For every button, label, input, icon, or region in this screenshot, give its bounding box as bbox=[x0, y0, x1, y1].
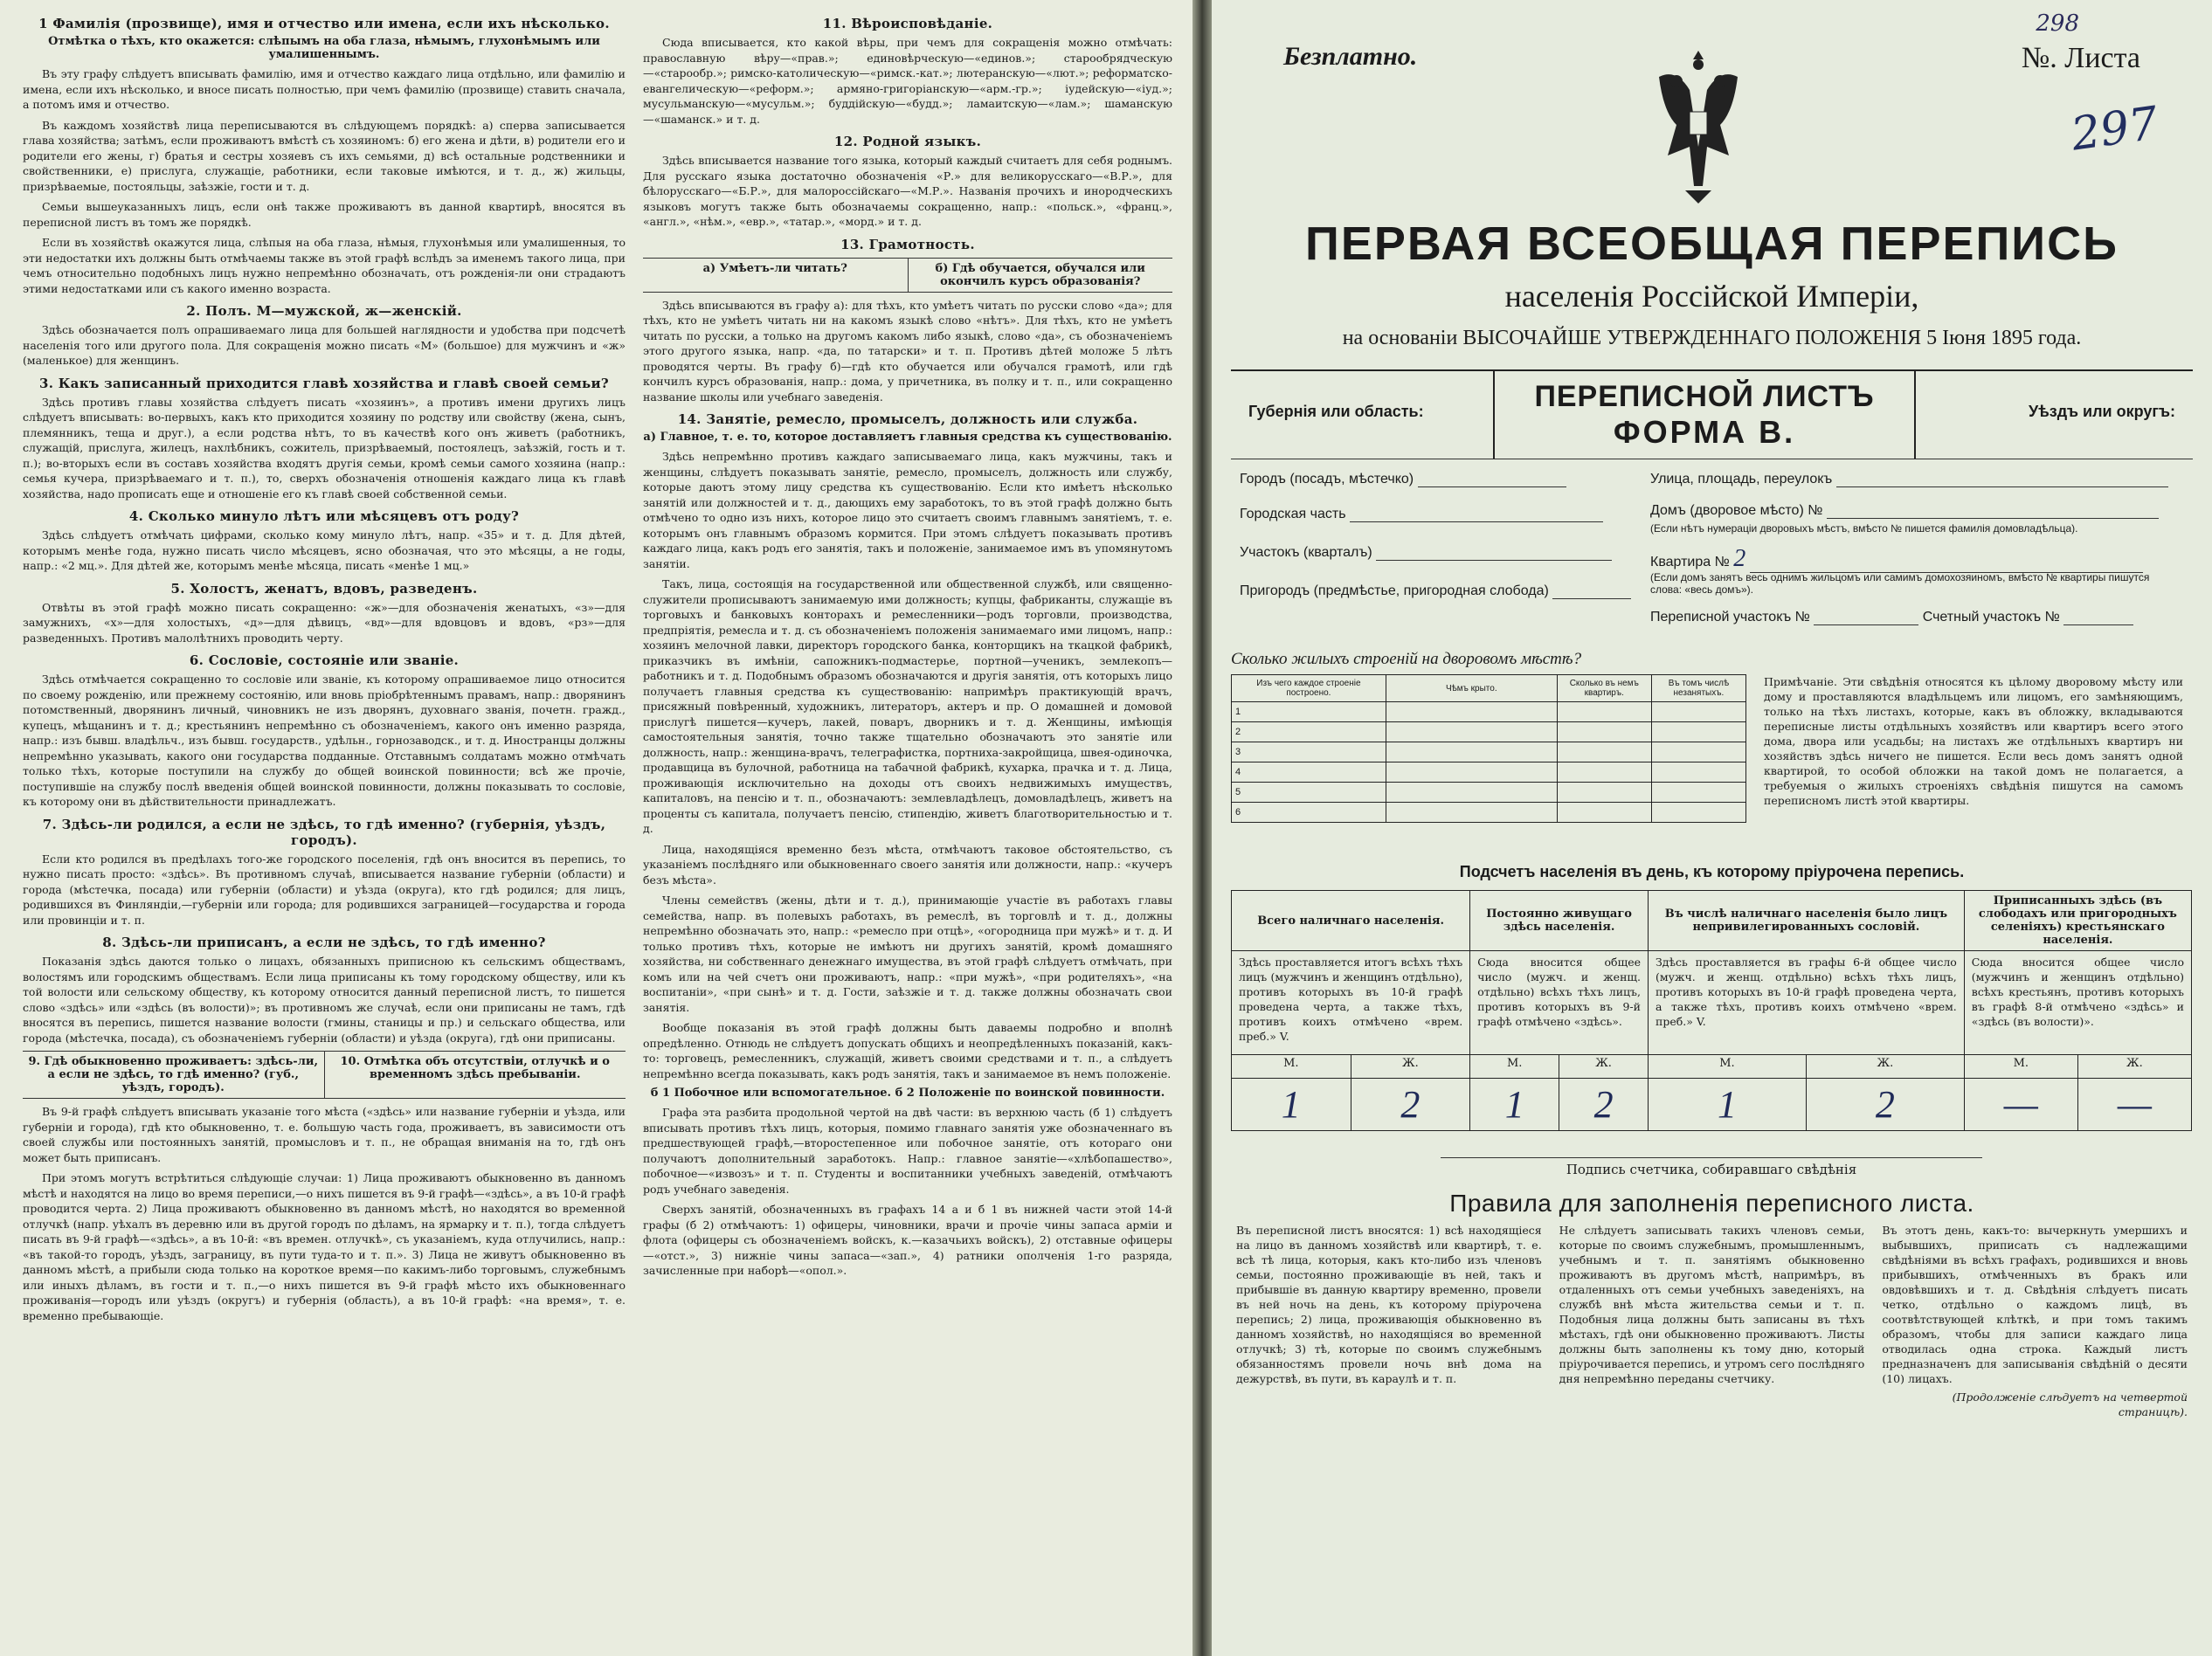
row-number: 2 bbox=[1232, 722, 1386, 742]
q13-heading: 13. Грамотность. bbox=[840, 236, 975, 252]
form-title: ПЕРЕПИСНОЙ ЛИСТЪ bbox=[1534, 380, 1875, 413]
q9-para-2: При этомъ могутъ встрѣтиться слѣдующiе случаи: 1) Лица проживаютъ обыкновенно въ данномъ мѣстѣ и находятся на лицо во время переписи,—о нихъ пишется въ 9-й графѣ—«здѣсь», а въ 10-й графѣ проводится черта. 2) Лица проживаютъ обыкновенно въ данномъ мѣстѣ, но находятся во временной отлучкѣ (напр. уѣхалъ въ деревню или въ другой городъ по дѣламъ, на ярмарку и т. п.), тогда слѣдуетъ писать въ 9-й графѣ—«здѣсь», а въ 10-й: «въ времен. отлучкѣ», съ указанiемъ, куда отлучились, напр.: «въ такой-то городъ, уѣздъ, заграницу, въ пути туда-то и т. п.». 3) Лица не живутъ обыкновенно въ данномъ мѣстѣ, а прибыли сюда только на короткое время—по какимъ-либо торговымъ, служебнымъ или иныхъ дѣламъ, въ гости и т. п.,—о нихъ пишется въ 9-й графѣ мѣсто ихъ обыкновеннаго проживанiя—городъ или уѣздъ (округъ) и губернiя (область), а въ 10-й графѣ: «на время», т. е. временно пребывающiе. bbox=[23, 1171, 626, 1322]
apartments-cell[interactable] bbox=[1557, 722, 1651, 742]
apartments-cell[interactable] bbox=[1557, 803, 1651, 823]
q6-para-1: Здѣсь отмѣчается сокращенно то сословiе или званiе, къ которому опрашиваемое лицо относится по своему рожденiю, или прежнему состоянiю, или вновь прiобрѣтеннымъ правамъ, напр.: дворянинъ потомственный, дворянинъ личный, чиновникъ не изъ дворянъ, духовнаго званiя, почетн. гражд., купецъ, мѣщанинъ и т. д.; крестьянинъ непремѣнно съ обозначенiемъ, какого онъ именно разряда, напр.: изъ бывш. владѣльч., изъ бывш. государств., удѣльн., горнозаводск., и т. д. Иностранцы должны непремѣнно указывать, какого они государства подданные. Отставнымъ солдатамъ можно отмѣчать только тѣхъ, которые поступили на службу до общей воинской повинности; всѣ же прочiе, поступившiе на службу послѣ введенiя общей воинской повинности, должны показывать то сословiе, къ которому они въ дѣйствительности принадлежатъ. bbox=[23, 673, 626, 808]
apartment-label: Квартира № bbox=[1650, 555, 1730, 569]
apartment-note: (Если домъ занятъ весь однимъ жильцомъ или самимъ домохозяиномъ, вмѣсто № квартиры пишутся слова: «весь домъ»). bbox=[1650, 571, 2150, 596]
buildings-col-roof: Чѣмъ крыто. bbox=[1386, 675, 1557, 702]
q1-heading: 1 Фамилiя (прозвище), имя и отчество или имена, если ихъ нѣсколько. bbox=[38, 16, 610, 31]
q14-para-4: Члены семействъ (жены, дѣти и т. д.), принимающiе участiе въ работахъ главы семейства, напр. въ полевыхъ работахъ, въ ремеслѣ, въ торговлѣ и т. д., должны непремѣнно обозначать это, напр.: «ремесло при отцѣ», «огородница при мужѣ» и т. д. И только противъ тѣхъ, которые не имѣютъ ни другихъ занятiй, кромѣ домашняго хозяйства, ни собственнаго денежнаго имущества, въ этой графѣ слѣдуетъ отмѣчать, при комъ или на чей счетъ они проживаютъ, напр.: «при мужѣ», «при родителяхъ», «на воспитанiи», «при сынѣ» и т. д. Гости, заѣзжiе и т. д. также должны обозначать свои занятiя. bbox=[643, 894, 1172, 1014]
row-number: 5 bbox=[1232, 783, 1386, 803]
q4-heading: 4. Сколько минуло лѣтъ или мѣсяцевъ отъ роду? bbox=[128, 508, 520, 524]
apartment-field bbox=[1650, 545, 2143, 573]
form-title-box bbox=[1493, 371, 1916, 459]
male-label: М. bbox=[1649, 1055, 1807, 1079]
vacant-cell[interactable] bbox=[1651, 762, 1745, 783]
q13a-heading: а) Умѣетъ-ли читать? bbox=[702, 261, 847, 275]
q11-para-1: Сюда вписывается, кто какой вѣры, при чемъ для сокращенiя можно отмѣчать: православную вѣру—«прав.»; единовѣрческую—«единов.»; старообрядческую—«старообр.»; римско-католическую—«римск.-кат.»; лютеранскую—«лют.»; реформатско-евангелическую—«реформ.»; армяно-григорiанскую—«арм.-гр.»; iудейскую—«iуд.»; мусульманскую—«мусульм.»; буддiйскую—«будд.»; ламаитскую—«лам.»; шаманскую—«шаманск.» и т. д. bbox=[643, 36, 1172, 126]
row-number: 1 bbox=[1232, 702, 1386, 722]
table-row bbox=[1232, 783, 1746, 803]
q6-heading: 6. Сословiе, состоянiе или званiе. bbox=[189, 652, 460, 668]
q1-para-4: Если въ хозяйствѣ окажутся лица, слѣпыя на оба глаза, нѣмыя, глухонѣмыя или умалишенныя, то эти недостатки ихъ должны быть отмѣчаемы также въ этой графѣ вслѣдъ за именемъ такого лица, при чемъ относительно подобныхъ лицъ нужно непремѣнно обозначать, отъ рожденiя-ли они страдаютъ этими недостатками или съ какого именно возраста. bbox=[23, 236, 626, 295]
precinct-field bbox=[1240, 545, 1612, 561]
main-title: ПЕРВАЯ ВСЕОБЩАЯ ПЕРЕПИСЬ bbox=[1305, 217, 2119, 270]
q14-heading: 14. Занятiе, ремесло, промыселъ, должность или служба. bbox=[677, 411, 1138, 427]
roof-cell[interactable] bbox=[1386, 742, 1557, 762]
counting-section-label: Счетный участокъ № bbox=[1922, 610, 2060, 624]
city-part-field bbox=[1240, 507, 1603, 522]
double-headed-eagle-icon bbox=[1642, 42, 1755, 208]
count-desc-present: Здѣсь проставляется итогъ всѣхъ тѣхъ лицъ (мужчинъ и женщинъ отдѣльно), противъ которыхъ въ 10-й графѣ проведена черта, а также тѣхъ, противъ коихъ отмѣчено «врем. преб.» V. bbox=[1232, 951, 1470, 1055]
q13b-heading: б) Гдѣ обучается, обучался или окончилъ курсъ образованiя? bbox=[908, 259, 1173, 292]
sub-title: населенiя Россiйской Имперiи, bbox=[1504, 279, 1919, 314]
rules-column-3 bbox=[1882, 1223, 2188, 1419]
q8-para-1: Показанiя здѣсь даются только о лицахъ, обязанныхъ приписною къ сельскимъ обществамъ, волостямъ или городскимъ обществамъ. Если лица приписаны къ тому городскому обществу, или къ той волости или сельскому обществу, къ которому относится данный переписной листъ, то пишется слово «здѣсь» или «здѣсь (въ волости)»; въ противномъ же случаѣ, если они приписаны не тамъ, гдѣ вносятся въ перепись, пишется название волости (гмины, станицы и пр.) и сельскаго общества, или города (мѣстечка, посада), съ обозначенiемъ губернiи (области) и уѣзда (округа), гдѣ они приписаны. bbox=[23, 955, 626, 1045]
count-header-permanent: Постоянно живущаго здѣсь населенiя. bbox=[1470, 891, 1649, 951]
uezd-label: Уѣздъ или округъ: bbox=[2028, 403, 2175, 420]
suburb-label: Пригородъ (предмѣстье, пригородная слобода) bbox=[1240, 583, 1549, 598]
peasants-male-value[interactable]: — bbox=[1964, 1079, 2077, 1131]
q12-heading: 12. Родной языкъ. bbox=[833, 134, 982, 149]
row-number: 6 bbox=[1232, 803, 1386, 823]
book-spine bbox=[1192, 0, 1212, 1656]
q14-para-5: Вообще показанiя въ этой графѣ должны быть даваемы подробно и вполнѣ опредѣленно. Отнюдь не слѣдуетъ допускать общихъ и неопредѣленныхъ показанiй, какъ-то: торговецъ, ремесленникъ, служащiй, живетъ своими средствами и т. п., а слѣдуетъ непремѣнно всегда показывать, какъ родъ занятiя, такъ и занимаемое въ немъ положенiе. bbox=[643, 1021, 1172, 1080]
street-label: Улица, площадь, переулокъ bbox=[1650, 472, 1833, 486]
city-field bbox=[1240, 472, 1566, 487]
q1-subheading: Отмѣтка о тѣхъ, кто окажется: слѣпымъ на оба глаза, нѣмымъ, глухонѣмымъ или умалишеннымъ. bbox=[48, 35, 600, 61]
vacant-cell[interactable] bbox=[1651, 783, 1745, 803]
apartment-value: 2 bbox=[1733, 545, 1746, 572]
present-male-value[interactable]: 1 bbox=[1232, 1079, 1351, 1131]
q1-para-1: Въ эту графу слѣдуетъ вписывать фамилiю, имя и отчество каждаго лица отдѣльно, или фамилiю и имена, если ихъ нѣсколько, и вносе писать полностью, при чемъ фамилiю (прозвище) ставить сначала, а потомъ имя и отчество. bbox=[23, 67, 626, 111]
q14-para-6: Графа эта разбита продольной чертой на двѣ части: въ верхнюю часть (б 1) слѣдуетъ вписывать противъ тѣхъ лицъ, которыя, помимо главнаго занятiя уже обозначеннаго въ предшествующей графѣ,—второстепенное или побочное занятiе, отъ котораго они получаютъ дополнительный заработокъ. Напр.: главное занятiе—«хлѣбопашество», побочное—«извозъ» и т. п. Студенты и воспитанники учебныхъ заведенiй, отмѣчаютъ родъ учебнаго заведенiя. bbox=[643, 1106, 1172, 1196]
q9-heading: 9. Гдѣ обыкновенно проживаетъ: здѣсь-ли, а если не здѣсь, то гдѣ именно? (губ., уѣздъ, городъ). bbox=[28, 1055, 319, 1094]
q14-para-7: Сверхъ занятiй, обозначенныхъ въ графахъ 14 а и б 1 въ нижней части этой 14-й графы (б 2) отмѣчаютъ: 1) офицеры, чиновники, врачи и прочiе чины запаса армiи и флота (офицеры съ обозначенiемъ войскъ, к.—казачьихъ войскъ), 2) отставные офицеры—«отст.», 3) нижніе чины запаса—«зап.», 4) ратники ополченiя 1-го разряда, зачисленные при наборѣ—«опол.». bbox=[643, 1203, 1172, 1277]
q2-heading: 2. Полъ. М—мужской, ж—женскiй. bbox=[186, 303, 462, 319]
q5-heading: 5. Холостъ, женатъ, вдовъ, разведенъ. bbox=[170, 580, 478, 597]
population-count-table bbox=[1231, 890, 2192, 1131]
instructions-column-left bbox=[23, 9, 626, 1328]
q1-para-3: Семьи вышеуказанныхъ лицъ, если онѣ также проживаютъ въ данной квартирѣ, вносятся въ переписной листъ въ томъ же порядкѣ. bbox=[23, 200, 626, 229]
table-row bbox=[1232, 702, 1746, 722]
roof-cell[interactable] bbox=[1386, 722, 1557, 742]
decree-line: на основанiи ВЫСОЧАЙШЕ УТВЕРЖДЕННАГО ПОЛОЖЕНIЯ 5 Iюня 1895 года. bbox=[1342, 327, 2082, 349]
q8-heading: 8. Здѣсь-ли приписанъ, а если не здѣсь, то гдѣ именно? bbox=[102, 935, 546, 950]
house-label: Домъ (дворовое мѣсто) № bbox=[1650, 503, 1823, 518]
q11-heading: 11. Вѣроисповѣданiе. bbox=[822, 16, 993, 31]
apartments-cell[interactable] bbox=[1557, 702, 1651, 722]
q7-para-1: Если кто родился въ предѣлахъ того-же городского поселенiя, гдѣ онъ вносится въ перепись, то нужно писать просто: «здѣсь». Въ противномъ случаѣ, вписывается название губернiи (области) и города (мѣстечка, посада) или губернiи (области) и уѣзда (округа), кто гдѣ родился; для лицъ, родившихся въ Финляндiи,—губернiи или города; для родившихся заграницей—государства и города или провинцiи и т. п. bbox=[23, 852, 626, 927]
q14-para-2: Такъ, лица, состоящiя на государственной или общественной службѣ, или священно-служители прописываютъ занимаемую ими должность; купцы, фабриканты, служащiе въ торговыхъ и банковыхъ конторахъ и ремесленники—родъ торговли, производства, предпрiятiя, ремесла и т. д. съ обозначенiемъ положенiя занимаемаго ими лицомъ, напр.: хозяинъ мелочной лавки, директоръ городского банка, конторщикъ на ткацкой фабрикѣ, приказчикъ въ имѣнiи, сапожникъ-подмастерье, портной—ученикъ, землекопъ—работникъ и т. д. Подобнымъ образомъ обозначаются и другiя занятiя, отъ которыхъ лицо получаетъ главныя средства къ существованiю: напримѣръ практикующiй врачъ, присяжный повѣренный, художникъ, литераторъ, актеръ и пр. О домашней и домовой прислугѣ пишется—кучеръ, лакей, поваръ, дворникъ и т. д. Женщины, имѣющiя самостоятельныя занятiя, точно также тщательно обозначаютъ это занятiе или должность, напр.: женщина-врачъ, телеграфистка, портниха-закройщица, швея-одиночка, продавщица въ булочной, работница на табачной фабрикѣ, кухарка, прачка и т. д. Лица, проживающiя исключительно на доходы отъ своихъ недвижимыхъ имуществъ, капиталовъ, на пенсiю и т. п., обозначаютъ: землевладѣлецъ, домовладѣлецъ, живетъ на проценты съ капитала, получаетъ пенсiю, стипендiю, живетъ благотворительностью и т. д. bbox=[643, 577, 1172, 835]
apartments-cell[interactable] bbox=[1557, 742, 1651, 762]
city-label: Городъ (посадъ, мѣстечко) bbox=[1240, 472, 1414, 486]
count-header-present: Всего наличнаго населенiя. bbox=[1232, 891, 1470, 951]
census-form-page bbox=[1212, 0, 2212, 1656]
q3-para-1: Здѣсь противъ главы хозяйства слѣдуетъ писать «хозяинъ», а противъ имени другихъ лицъ слѣдуетъ вписывать: во-первыхъ, какъ кто приходится хозяину по родству или свойству (жена, сынъ, племянникъ, теща и друг.), а если родства нѣтъ, то въ качествѣ кого онъ живетъ (работникъ, служащiй, прислуга, жилецъ, нахлѣбникъ, сожитель, призрѣваемый, постоялецъ, заѣзжiй, гость и т. п.); во-вторыхъ если въ составъ хозяйства входятъ другiя семьи, кромѣ семьи самого хозяина (напр.: семья кучера, призрѣваемаго и т. п.), то, сверхъ обозначенiя отношенiя каждаго лица къ главѣ хозяйства, надо прописать еще и отношенiе его къ главѣ своей собственной семьи. bbox=[23, 395, 626, 500]
count-header-row bbox=[1232, 891, 2192, 951]
permanent-male-value[interactable]: 1 bbox=[1470, 1079, 1559, 1131]
rules-column-1: Въ переписной листъ вносятся: 1) всѣ находящiеся на лицо въ данномъ хозяйствѣ или квартирѣ, т. е. всѣ тѣ лица, которыя, какъ кто-либо изъ членовъ семьи, постоянно проживающiе въ ней, такъ и прибывшiе въ данную квартиру временно, провели въ ней ночь на день, къ которому прiурочена перепись; 2) лица, проживающiя обыкновенно въ данномъ хозяйствѣ, но находящiяся во временной отлучкѣ; 3) тѣ, которые по своимъ служебнымъ обязанностямъ провели ночь внѣ дома на дежурствѣ, въ пути, въ караулѣ и т. п. bbox=[1236, 1224, 1542, 1385]
rules-title: Правила для заполненiя переписного листа. bbox=[1449, 1190, 1974, 1217]
rules-column-3-text: Въ этотъ день, какъ-то: вычеркнуть умершихъ и выбывшихъ, приписать съ надлежащими свѣдѣнiями въ всѣхъ графахъ, родившихся и вновь прибывшихъ, отмѣченныхъ въ бракъ или овдовѣвшихъ и т. д. Свѣдѣнiя слѣдуетъ писать четко, отдѣльно о каждомъ лицѣ, въ соотвѣтствующей клѣткѣ, и при томъ такимъ образомъ, чтобы для записи каждаго лица отводилась одна строка. Каждый листъ предназначенъ для записыванiя свѣдѣнiй о десяти (10) лицахъ. bbox=[1882, 1224, 2188, 1385]
q5-para-1: Отвѣты въ этой графѣ можно писать сокращенно: «ж»—для обозначенiя женатыхъ, «з»—для замужнихъ, «х»—для холостыхъ, «д»—для дѣвицъ, «вд»—для вдовцовъ и вдовъ, «рз»—для разведенныхъ. Противъ малолѣтнихъ проводить черту. bbox=[23, 600, 626, 645]
apartments-cell[interactable] bbox=[1557, 783, 1651, 803]
census-section-label: Переписной участокъ № bbox=[1650, 610, 1810, 624]
roof-cell[interactable] bbox=[1386, 762, 1557, 783]
male-label: М. bbox=[1964, 1055, 2077, 1079]
suburb-field bbox=[1240, 583, 1631, 599]
permanent-female-value[interactable]: 2 bbox=[1559, 1079, 1649, 1131]
q3-heading: 3. Какъ записанный приходится главѣ хозяйства и главѣ своей семьи? bbox=[38, 375, 610, 391]
enumerator-signature-caption: Подпись счетчика, собиравшаго свѣдѣнiя bbox=[1441, 1157, 1982, 1177]
form-letter: ФОРМА В. bbox=[1613, 414, 1796, 450]
sheet-number-label: №. Листа bbox=[2021, 42, 2140, 74]
vacant-cell[interactable] bbox=[1651, 803, 1745, 823]
female-label: Ж. bbox=[1559, 1055, 1649, 1079]
q14-para-3: Лица, находящiяся временно безъ мѣста, отмѣчаютъ таковое обстоятельство, съ указанiемъ послѣдняго или обыкновеннаго своего занятiя или должности, напр.: «кучеръ безъ мѣста». bbox=[643, 842, 1172, 887]
sheet-number-handwritten: 297 bbox=[2068, 97, 2161, 162]
rules-column-2: Не слѣдуетъ записывать такихъ членовъ семьи, которые по своимъ служебнымъ, промышленнымъ, учебнымъ и т. п. занятiямъ обыкновенно проживаютъ въ другомъ мѣстѣ, напримѣръ, въ отдаленныхъ отъ семьи учебныхъ заведенiяхъ, на службѣ внѣ мѣста жительства семьи и т. п. Подобныя лица должны быть записаны въ тѣхъ мѣстахъ, гдѣ они обыкновенно проживаютъ. Листы должны быть заполнены къ тому дню, который прiурочивается перепись, и утромъ сего послѣдняго дня непремѣнно переданы счетчику. bbox=[1559, 1224, 1865, 1385]
population-count-title: Подсчетъ населенiя въ день, къ которому прiурочена перепись. bbox=[1459, 863, 1965, 880]
female-label: Ж. bbox=[1806, 1055, 1964, 1079]
unprivileged-female-value[interactable]: 2 bbox=[1806, 1079, 1964, 1131]
q12-para-1: Здѣсь вписывается название того языка, который каждый считаетъ для себя роднымъ. Для русскаго языка достаточно обозначенiя «Р.» для великорусскаго—«В.Р.», для бѣлорусскаго—«Б.Р.», для малороссiйскаго—«М.Р.». Названiя прочихъ и инородческихъ языковъ могутъ также быть обозначаемы сокращенно, напр.: «польск.», «франц.», «англ.», «нѣм.», «евр.», «татар.», «морд.» и т. д. bbox=[643, 154, 1172, 228]
buildings-col-vacant: Въ томъ числѣ незанятыхъ. bbox=[1651, 675, 1745, 702]
address-fields bbox=[1231, 459, 2193, 643]
q14-para-1: Здѣсь непремѣнно противъ каждаго записываемаго лица, какъ мужчины, такъ и женщины, слѣдуетъ показывать занятiе, ремесло, промыселъ, должность или службу, которые даютъ этому лицу средства къ существованiю. Если кто имѣетъ нѣсколько занятiй или должностей и т. д., дающихъ ему заработокъ, то въ этой графѣ должно быть отмѣчено то одно изъ нихъ, которое лицо это считаетъ своимъ главнымъ занятiемъ, т. е. которымъ онъ главнымъ образомъ кормится. При этомъ слѣдуетъ показывать противъ каждаго лица, какъ родъ его занятiя, такъ и положенiе, занимаемое имъ въ упомянутомъ занятiи. bbox=[643, 450, 1172, 570]
guberniya-label: Губернiя или область: bbox=[1248, 403, 1424, 420]
buildings-section bbox=[1231, 674, 2193, 849]
count-desc-permanent: Сюда вносится общее число (мужч. и женщ. отдѣльно) всѣхъ тѣхъ лицъ, противъ которыхъ въ 9-й графѣ отмѣчено «здѣсь». bbox=[1470, 951, 1649, 1055]
table-row bbox=[1232, 762, 1746, 783]
count-values-row bbox=[1232, 1079, 2192, 1131]
vacant-cell[interactable] bbox=[1651, 702, 1745, 722]
unprivileged-male-value[interactable]: 1 bbox=[1649, 1079, 1807, 1131]
female-label: Ж. bbox=[1351, 1055, 1470, 1079]
row-number: 4 bbox=[1232, 762, 1386, 783]
row-number: 3 bbox=[1232, 742, 1386, 762]
vacant-cell[interactable] bbox=[1651, 722, 1745, 742]
roof-cell[interactable] bbox=[1386, 783, 1557, 803]
rules-columns bbox=[1231, 1223, 2193, 1419]
buildings-col-apartments: Сколько въ немъ квартиръ. bbox=[1557, 675, 1651, 702]
form-title-row bbox=[1231, 369, 2193, 459]
q13-para-1: Здѣсь вписываются въ графу а): для тѣхъ, кто умѣетъ читать по русски слово «да»; для тѣхъ, кто не умѣетъ читать ни на какомъ языкѣ слово «нѣтъ». Для тѣхъ, кто не умѣетъ читать по русски, а только на другомъ какомъ либо языкѣ, слово «да», съ обозначенiемъ этого другого языка, напр. «да, по татарски» и т. п. Противъ дѣтей моложе 5 лѣтъ проводятся черты. Въ графу б)—гдѣ кто обучается или обучался грамотѣ, или гдѣ кончилъ курсъ образованiя, напр.: дома, у причетника, въ полку и т. п., или сокращенно название школы или учебнаго заведенiя. bbox=[643, 298, 1172, 404]
q14-subheading: а) Главное, т. е. то, которое доставляетъ главныя средства къ существованiю. bbox=[643, 431, 1172, 444]
census-section-field bbox=[1650, 610, 2133, 625]
table-row bbox=[1232, 722, 1746, 742]
q13-subheading-row bbox=[643, 258, 1172, 293]
count-desc-unprivileged: Здѣсь проставляется въ графы 6-й общее число (мужч. и женщ. отдѣльно) всѣхъ тѣхъ лицъ, противъ которыхъ въ 10-й графѣ проведена черта, а также тѣхъ, противъ коихъ отмѣчено «врем. преб.» V. bbox=[1649, 951, 1965, 1055]
vacant-cell[interactable] bbox=[1651, 742, 1745, 762]
count-desc-peasants: Сюда вносится общее число (мужчинъ и женщинъ отдѣльно) всѣхъ крестьянъ, противъ которыхъ въ графѣ 8-й отмѣчено «здѣсь» и «здѣсь (въ волости)». bbox=[1964, 951, 2191, 1055]
table-row bbox=[1232, 803, 1746, 823]
q1-para-2: Въ каждомъ хозяйствѣ лица переписываются въ слѣдующемъ порядкѣ: а) сперва записывается глава хозяйства; затѣмъ, если проживаютъ вмѣстѣ съ хозяиномъ: б) его жена и дѣти, в) родители его и родители его жены, г) братья и сестры хозяевъ съ ихъ семьями, д) всѣ остальные родственники и свойственники, е) прислуга, служащiе, работники, если таковые имѣются, и т. д., ж) жильцы, призрѣваемые, постояльцы, заѣзжiе, гости и т. д. bbox=[23, 118, 626, 193]
buildings-table bbox=[1231, 674, 1746, 823]
rules-continued: (Продолженiе слѣдуетъ на четвертой страницѣ). bbox=[1952, 1390, 2188, 1418]
count-mf-row bbox=[1232, 1055, 2192, 1079]
roof-cell[interactable] bbox=[1386, 702, 1557, 722]
q2-para-1: Здѣсь обозначается полъ опрашиваемаго лица для большей наглядности и удобства при подсчетѣ населенiя того или другого пола. Для сокращенiя можно писать «М» (большое) для мужчинъ и «ж» (маленькое) для женщинъ. bbox=[23, 323, 626, 367]
peasants-female-value[interactable]: — bbox=[2077, 1079, 2191, 1131]
q9-para-1: Въ 9-й графѣ слѣдуетъ вписывать указанiе того мѣста («здѣсь» или название губернiи и уѣзда, или губернiи и города), гдѣ кто обыкновенно, т. е. большую часть года, проживаетъ, въ зависимости отъ своей службы или постоянныхъ занятiй, промысловъ и т. п., не обращая вниманiя на то, гдѣ онъ может быть приписанъ. bbox=[23, 1105, 626, 1164]
q9-q10-heading-row bbox=[23, 1051, 626, 1099]
instructions-column-right bbox=[643, 9, 1172, 1284]
count-desc-row bbox=[1232, 951, 2192, 1055]
roof-cell[interactable] bbox=[1386, 803, 1557, 823]
buildings-question: Сколько жилыхъ строенiй на дворовомъ мѣстѣ? bbox=[1231, 650, 1582, 668]
page-number-handwritten: 298 bbox=[2036, 10, 2079, 37]
free-label: Безплатно. bbox=[1283, 42, 1418, 71]
female-label: Ж. bbox=[2077, 1055, 2191, 1079]
buildings-note: Примѣчанiе. Эти свѣдѣнiя относятся къ цѣлому дворовому мѣсту или дому и проставляются владѣльцемъ или лицомъ, его замѣняющимъ, только на тѣхъ листахъ, которые, какъ въ обложку, вкладываются переписные листы отдѣльныхъ хозяйствъ или квартиръ всего этого дома, двора или усадьбы; на листахъ же отдѣльныхъ квартиръ ни хозяйствъ здѣсь ничего не пишется. Если весь домъ занятъ одной квартирой, то особой обложки на такой домъ не полагается, а требуемыя о жилыхъ строенiяхъ свѣдѣнiя пишутся на самомъ переписномъ листѣ этой квартиры. bbox=[1764, 675, 2183, 807]
buildings-table-header bbox=[1232, 675, 1746, 702]
male-label: М. bbox=[1232, 1055, 1351, 1079]
apartments-cell[interactable] bbox=[1557, 762, 1651, 783]
city-part-label: Городская часть bbox=[1240, 507, 1346, 521]
q7-heading: 7. Здѣсь-ли родился, а если не здѣсь, то гдѣ именно? (губернiя, уѣздъ, городъ). bbox=[42, 816, 606, 848]
house-field bbox=[1650, 503, 2159, 519]
house-note: (Если нѣтъ нумерацiи дворовыхъ мѣстъ, вмѣсто № пишется фамилiя домовладѣльца). bbox=[1650, 522, 2078, 535]
q14-subheading-2: б 1 Побочное или вспомогательное. б 2 Положенiе по воинской повинности. bbox=[650, 1087, 1165, 1100]
table-row bbox=[1232, 742, 1746, 762]
male-label: М. bbox=[1470, 1055, 1559, 1079]
street-field bbox=[1650, 472, 2168, 487]
count-header-unprivileged: Въ числѣ наличнаго населенiя было лицъ непривилегированныхъ сословiй. bbox=[1649, 891, 1965, 951]
precinct-label: Участокъ (кварталъ) bbox=[1240, 545, 1372, 560]
form-header bbox=[1231, 10, 2193, 217]
present-female-value[interactable]: 2 bbox=[1351, 1079, 1470, 1131]
count-header-peasants: Приписанныхъ здѣсь (въ слободахъ или пригородныхъ селенiяхъ) крестьянскаго населенiя. bbox=[1964, 891, 2191, 951]
buildings-col-material: Изъ чего каждое строенiе построено. bbox=[1232, 675, 1386, 702]
q10-heading: 10. Отмѣтка объ отсутствiи, отлучкѣ и о временномъ здѣсь пребыванiи. bbox=[324, 1052, 626, 1098]
q4-para-1: Здѣсь слѣдуетъ отмѣчать цифрами, сколько кому минуло лѣтъ, напр. «35» и т. д. Для дѣтей, которымъ менѣе года, нужно писать число мѣсяцевъ, ясно обозначая, что это мѣсяцы, а не годы, напр.: «2 мц.». Для дѣтей же, которымъ менѣе мѣсяца, писать «менѣе 1 мц.» bbox=[23, 528, 626, 572]
